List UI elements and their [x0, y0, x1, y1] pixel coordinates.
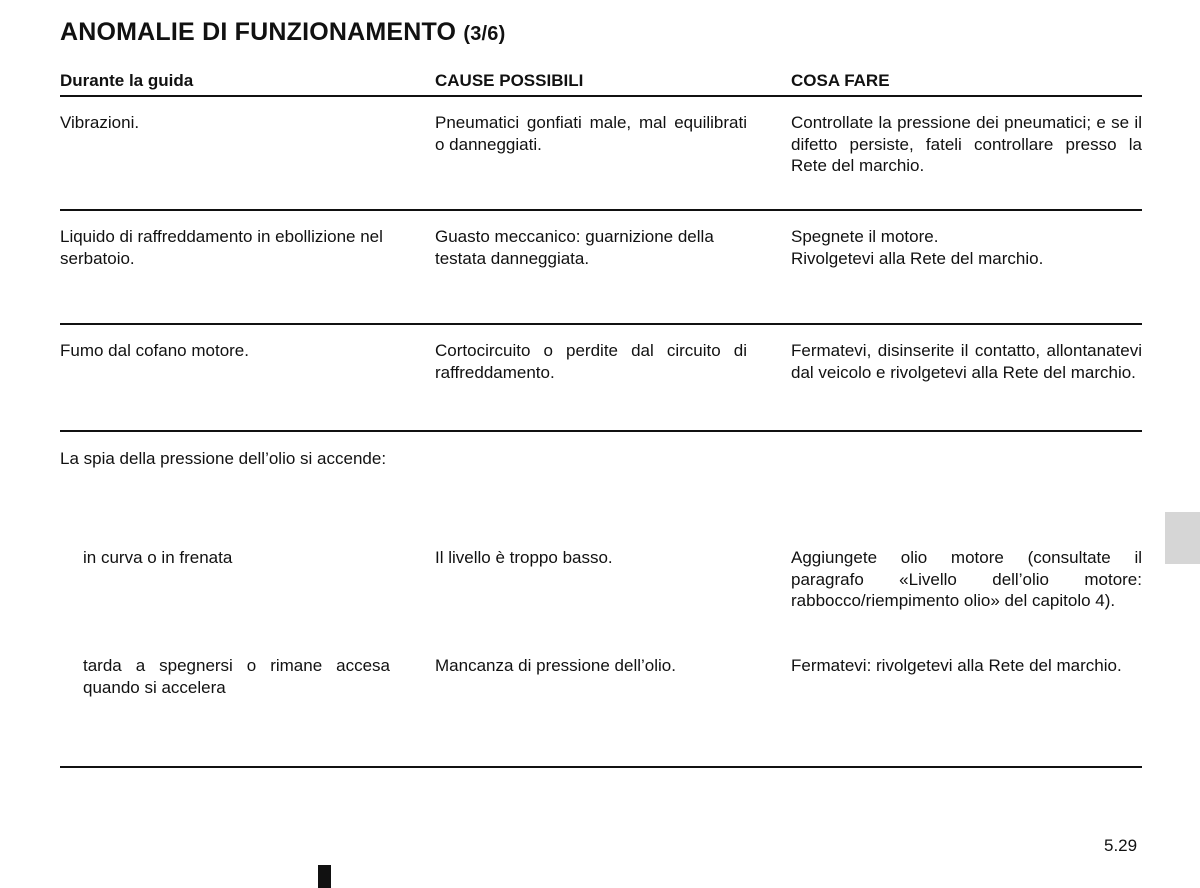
row-3-cause: Cortocircuito o perdite dal circuito di raffreddamento. [435, 341, 747, 382]
row-4-symptom: La spia della pressione dell’olio si accende: [60, 449, 387, 468]
page-title-text: ANOMALIE DI FUNZIONAMENTO [60, 18, 457, 46]
row-4a-cause: Il livello è troppo basso. [435, 548, 613, 567]
page-title-suffix: (3/6) [463, 23, 506, 45]
row-4b-cause: Mancanza di pressione dell’olio. [435, 656, 676, 675]
row-3-symptom: Fumo dal cofano motore. [60, 341, 249, 360]
row-2-cause: Guasto meccanico: guarnizione della testata danneggiata. [435, 227, 714, 268]
table-bottom-rule [60, 766, 1142, 768]
row-divider [60, 430, 1142, 432]
row-1-cause: Pneumatici gonfiati male, mal equilibrati o danneggiati. [435, 113, 747, 154]
row-2-action-line-2: Rivolgetevi alla Rete del marchio. [791, 248, 1044, 268]
page-title [60, 18, 505, 47]
row-1-action: Controllate la pressione dei pneumatici; e se il difetto persiste, fateli controllare presso la Rete del marchio. [791, 113, 1142, 175]
column-header-actions: COSA FARE [791, 71, 890, 90]
header-rule [60, 95, 1142, 97]
column-header-causes: CAUSE POSSIBILI [435, 71, 584, 90]
row-2-action [791, 226, 1142, 269]
row-divider [60, 323, 1142, 325]
row-2-symptom: Liquido di raffreddamento in ebollizione nel serbatoio. [60, 227, 383, 268]
chapter-thumb-tab [1165, 512, 1200, 564]
row-4b-symptom: tarda a spegnersi o rimane accesa quando si accelera [83, 656, 390, 697]
row-2-action-line-1: Spegnete il motore. [791, 227, 939, 246]
row-3-action: Fermatevi, disinserite il contatto, allontanatevi dal veicolo e rivolgetevi alla Rete del marchio. [791, 341, 1142, 382]
row-divider [60, 209, 1142, 211]
row-4b-action: Fermatevi: rivolgetevi alla Rete del marchio. [791, 656, 1122, 675]
column-header-situation: Durante la guida [60, 71, 194, 90]
row-1-symptom: Vibrazioni. [60, 113, 140, 132]
page-number: 5.29 [1104, 836, 1138, 855]
row-4a-action: Aggiungete olio motore (consultate il paragrafo «Livello dell’olio motore: rabbocco/riempimento olio» del capitolo 4). [791, 548, 1142, 610]
crop-mark [318, 865, 331, 888]
row-4a-symptom: in curva o in frenata [83, 548, 233, 567]
